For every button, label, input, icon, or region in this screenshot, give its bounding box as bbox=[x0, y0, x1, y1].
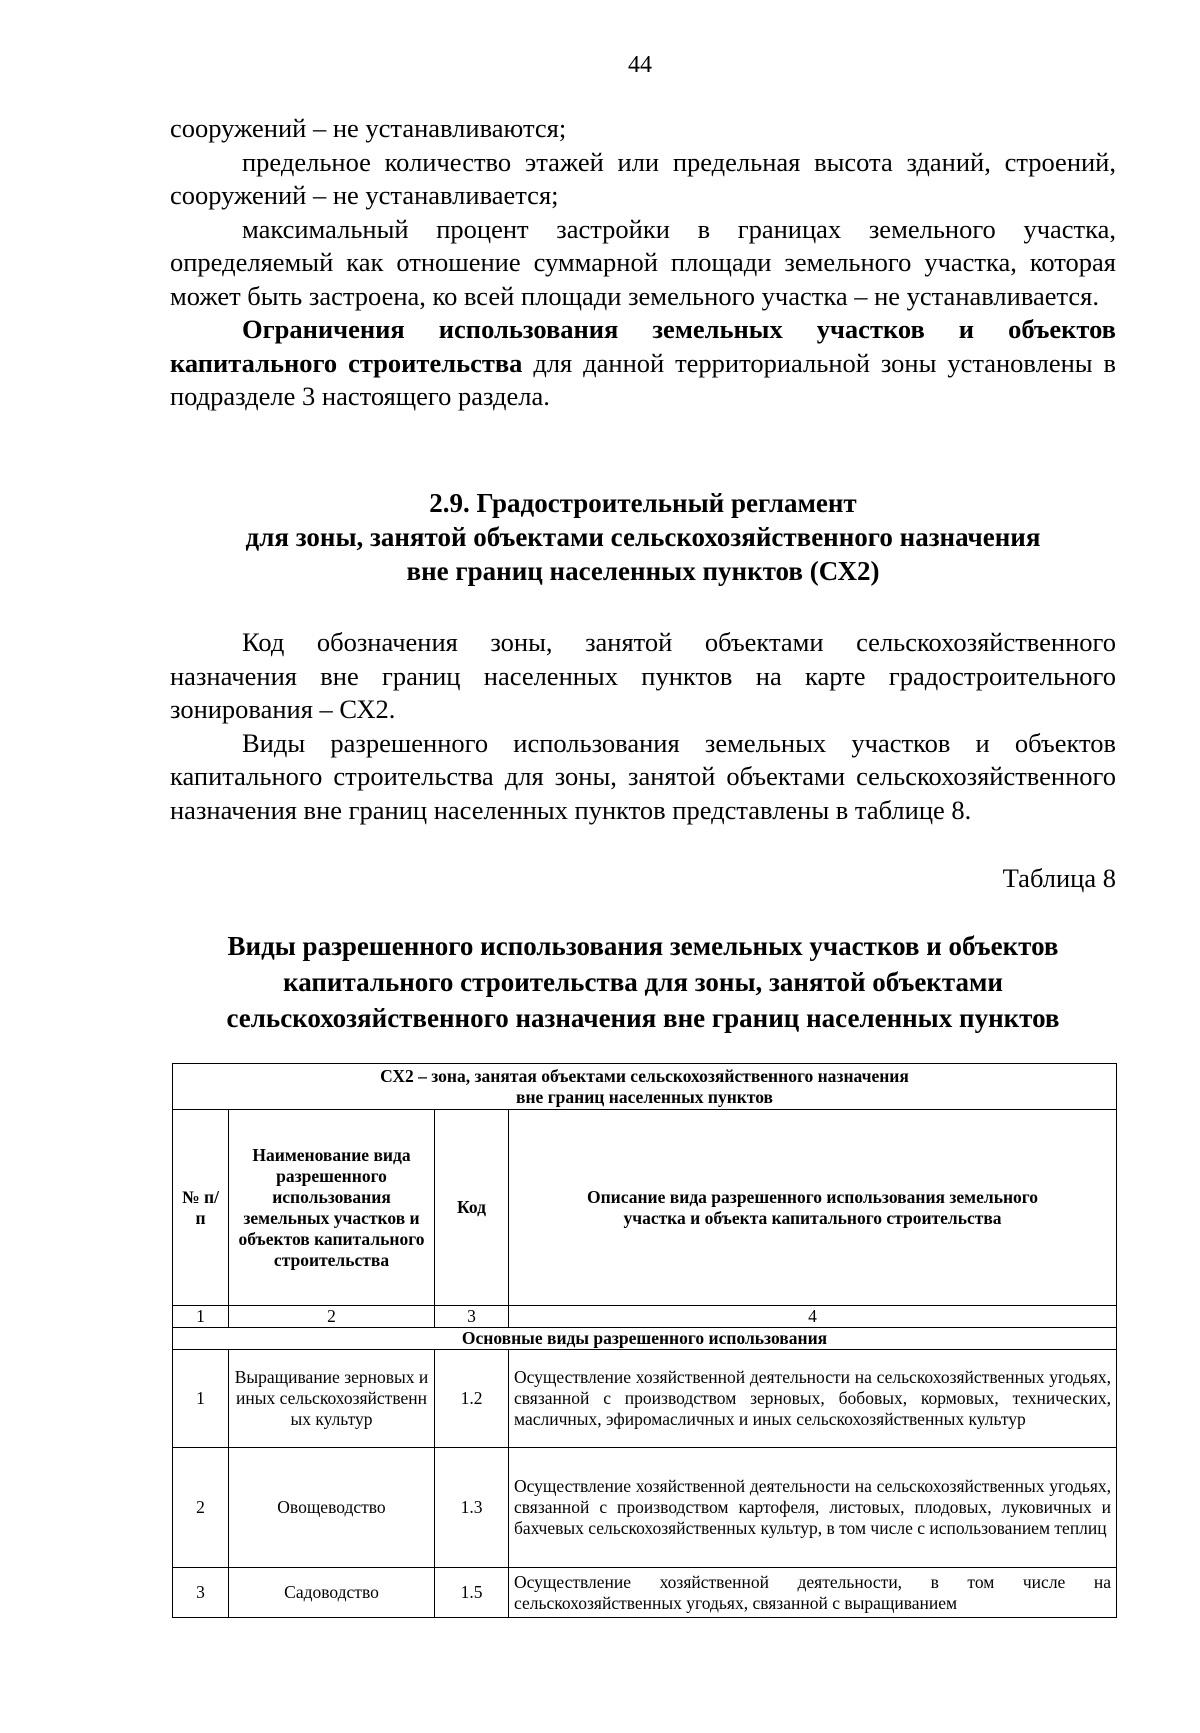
paragraph: сооружений – не устанавливаются; bbox=[170, 113, 567, 143]
section-label: Основные виды разрешенного использования bbox=[173, 1328, 1117, 1350]
paragraph: предельное количество этажей или предельная высота зданий, строений, сооружений – не устанавливается; bbox=[170, 146, 1116, 210]
row-code: 1.5 bbox=[435, 1568, 509, 1618]
row-num: 3 bbox=[173, 1568, 229, 1618]
paragraph: максимальный процент застройки в границах земельного участка, определяемый как отношение суммарной площади земельного участка, которая может быть застроена, ко всей площади земельного участка – не устанавливается. bbox=[170, 213, 1116, 311]
heading-line: 2.9. Градостроительный регламент bbox=[429, 488, 857, 518]
paragraph: Код обозначения зоны, занятой объектами сельскохозяйственного назначения вне границ населенных пунктов на карте градостроительного зонирования – СХ2. bbox=[170, 627, 1116, 724]
table-row bbox=[173, 1568, 1117, 1618]
col-header-num: № п/п bbox=[173, 1110, 229, 1306]
regular-text: для данной территориальной зоны установлены в подразделе 3 настоящего раздела. bbox=[170, 347, 1116, 411]
table-row bbox=[173, 1350, 1117, 1448]
table-title-line: капитального строительства для зоны, занятой объектами bbox=[283, 967, 1003, 997]
section-heading bbox=[170, 486, 1116, 588]
text-block-lower bbox=[170, 626, 1116, 827]
col-header-description: Описание вида разрешенного использования земельного участка и объекта капитального строительства bbox=[509, 1110, 1117, 1306]
row-name: Садоводство bbox=[229, 1568, 435, 1618]
permitted-uses-table bbox=[172, 1063, 1117, 1618]
table-title-line: Виды разрешенного использования земельных участков и объектов bbox=[227, 931, 1059, 961]
table-label: Таблица 8 bbox=[1002, 863, 1116, 893]
table-title-line: сельскохозяйственного назначения вне границ населенных пунктов bbox=[226, 1003, 1060, 1033]
col-number: 4 bbox=[509, 1306, 1117, 1328]
heading-line: для зоны, занятой объектами сельскохозяйственного назначения bbox=[245, 522, 1041, 552]
col-number: 1 bbox=[173, 1306, 229, 1328]
table-zone-header-row bbox=[173, 1064, 1117, 1110]
row-description: Осуществление хозяйственной деятельности на сельскохозяйственных угодьях, связанной с производством картофеля, листовых, плодовых, луковичных и бахчевых сельскохозяйственных культур, в том числе с использованием теплиц bbox=[509, 1448, 1117, 1568]
paragraph: Виды разрешенного использования земельных участков и объектов капитального строительства для зоны, занятой объектами сельскохозяйственного назначения вне границ населенных пунктов представлены в таблице 8. bbox=[170, 727, 1116, 825]
col-number: 2 bbox=[229, 1306, 435, 1328]
row-code: 1.3 bbox=[435, 1448, 509, 1568]
zone-header-line: вне границ населенных пунктов bbox=[516, 1086, 773, 1107]
row-code: 1.2 bbox=[435, 1350, 509, 1448]
row-num: 1 bbox=[173, 1350, 229, 1448]
bold-text: Ограничения использования земельных участков и объектов капитального строительства bbox=[170, 314, 1116, 378]
zone-header-cell bbox=[173, 1064, 1117, 1110]
table-row bbox=[173, 1448, 1117, 1568]
row-description: Осуществление хозяйственной деятельности, в том числе на сельскохозяйственных угодьях, связанной с выращиванием bbox=[509, 1568, 1117, 1618]
row-name: Выращивание зерновых и иных сельскохозяйственн ых культур bbox=[229, 1350, 435, 1448]
col-header-code: Код bbox=[435, 1110, 509, 1306]
col-header-name: Наименование вида разрешенного использования земельных участков и объектов капитального строительства bbox=[229, 1110, 435, 1306]
zone-header-line: СХ2 – зона, занятая объектами сельскохозяйственного назначения bbox=[380, 1065, 909, 1086]
col-number: 3 bbox=[435, 1306, 509, 1328]
table-title bbox=[170, 928, 1116, 1036]
paragraph-restrictions bbox=[170, 313, 1116, 414]
heading-line: вне границ населенных пунктов (СХ2) bbox=[406, 556, 880, 586]
row-name: Овощеводство bbox=[229, 1448, 435, 1568]
table-column-number-row bbox=[173, 1306, 1117, 1328]
text-block-upper bbox=[170, 112, 1116, 414]
row-num: 2 bbox=[173, 1448, 229, 1568]
page-number: 44 bbox=[628, 52, 652, 78]
row-description: Осуществление хозяйственной деятельности на сельскохозяйственных угодьях, связанной с производством зерновых, бобовых, кормовых, технических, масличных, эфиромасличных и иных сельскохозяйственных культур bbox=[509, 1350, 1117, 1448]
table-section-row bbox=[173, 1328, 1117, 1350]
table-column-header-row bbox=[173, 1110, 1117, 1306]
